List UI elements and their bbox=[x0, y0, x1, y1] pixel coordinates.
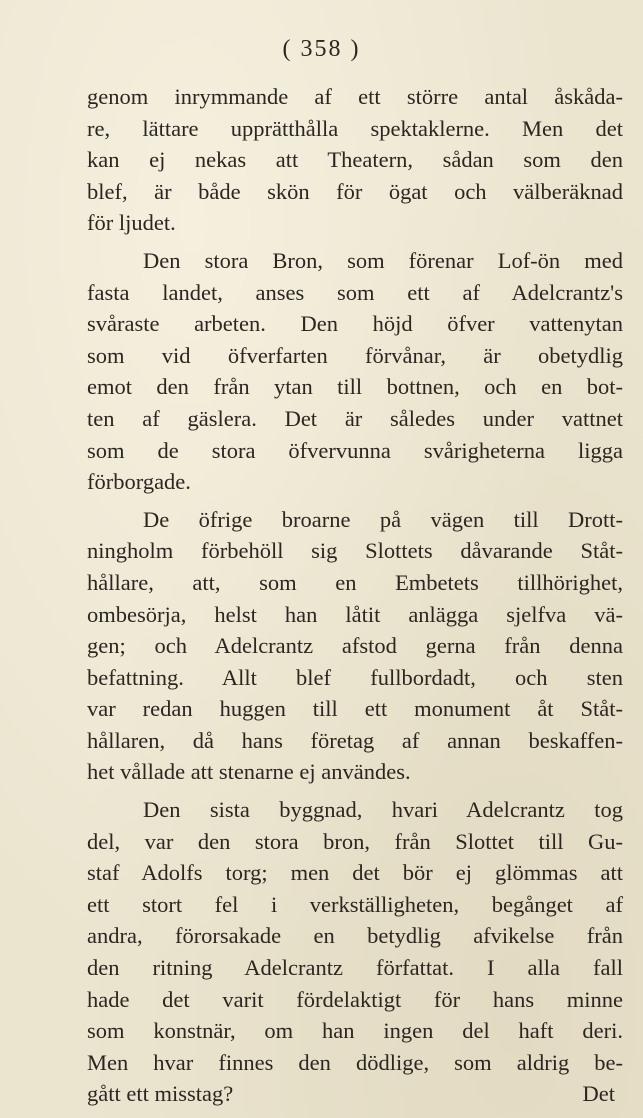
text-line: hade det varit fördelaktigt för hans minne bbox=[87, 986, 623, 1012]
text-line: Men hvar finnes den dödlige, som aldrig be- bbox=[87, 1049, 623, 1075]
text-line: staf Adolfs torg; men det bör ej glömmas att bbox=[87, 860, 623, 886]
text-line: som vid öfverfarten förvånar, är obetydlig bbox=[87, 342, 623, 368]
text-line: emot den från ytan till bottnen, och en bot- bbox=[87, 374, 623, 400]
text-line: hållare, att, som en Embetets tillhörighet, bbox=[87, 569, 623, 595]
text-line: ningholm förbehöll sig Slottets dåvarande Ståt- bbox=[87, 538, 623, 564]
text-line: ombesörja, helst han låtit anlägga sjelfva vä- bbox=[87, 601, 623, 627]
text-line: befattning. Allt blef fullbordadt, och sten bbox=[87, 664, 623, 690]
text-line: re, lättare upprätthålla spektaklerne. Men det bbox=[87, 115, 623, 141]
text-line: De öfrige broarne på vägen till Drott- bbox=[143, 506, 623, 532]
text-line: del, var den stora bron, från Slottet till Gu- bbox=[87, 828, 623, 854]
text-line: kan ej nekas att Theatern, sådan som den bbox=[87, 147, 623, 173]
text-line: Den stora Bron, som förenar Lof-ön med bbox=[143, 247, 623, 273]
text-line: andra, förorsakade en betydlig afvikelse från bbox=[87, 923, 623, 949]
text-line: svåraste arbeten. Den höjd öfver vattenytan bbox=[87, 311, 623, 337]
text-line: blef, är både skön för ögat och välberäknad bbox=[87, 178, 623, 204]
text-line: fasta landet, anses som ett af Adelcrantz's bbox=[87, 279, 623, 305]
page-body bbox=[87, 81, 623, 1116]
paragraph bbox=[87, 81, 623, 239]
text-line: Den sista byggnad, hvari Adelcrantz tog bbox=[143, 797, 623, 823]
final-line bbox=[87, 1078, 623, 1110]
paragraph bbox=[87, 504, 623, 788]
text-line: gen; och Adelcrantz afstod gerna från denna bbox=[87, 633, 623, 659]
text-line: het vållade att stenarne ej användes. bbox=[87, 759, 411, 785]
text-line: genom inrymmande af ett större antal åskåda- bbox=[87, 84, 623, 109]
text-line: förborgade. bbox=[87, 469, 191, 495]
catchword: Det bbox=[582, 1081, 615, 1107]
paragraph bbox=[87, 794, 623, 1110]
page-number: ( 358 ) bbox=[282, 36, 361, 62]
text-line: var redan huggen till ett monument åt Ståt- bbox=[87, 696, 623, 722]
text-line: ten af gäslera. Det är således under vattnet bbox=[87, 405, 623, 431]
text-line: gått ett misstag? bbox=[87, 1081, 234, 1107]
text-line: för ljudet. bbox=[87, 210, 176, 236]
text-line: som de stora öfvervunna svårigheterna ligga bbox=[87, 437, 623, 463]
text-line: den ritning Adelcrantz författat. I alla fall bbox=[87, 955, 623, 981]
text-line: som konstnär, om han ingen del haft deri. bbox=[87, 1018, 623, 1044]
text-line: hållaren, då hans företag af annan beskaffen- bbox=[87, 727, 623, 753]
text-line: ett stort fel i verkställigheten, begånget af bbox=[87, 891, 623, 917]
paragraph bbox=[87, 245, 623, 498]
